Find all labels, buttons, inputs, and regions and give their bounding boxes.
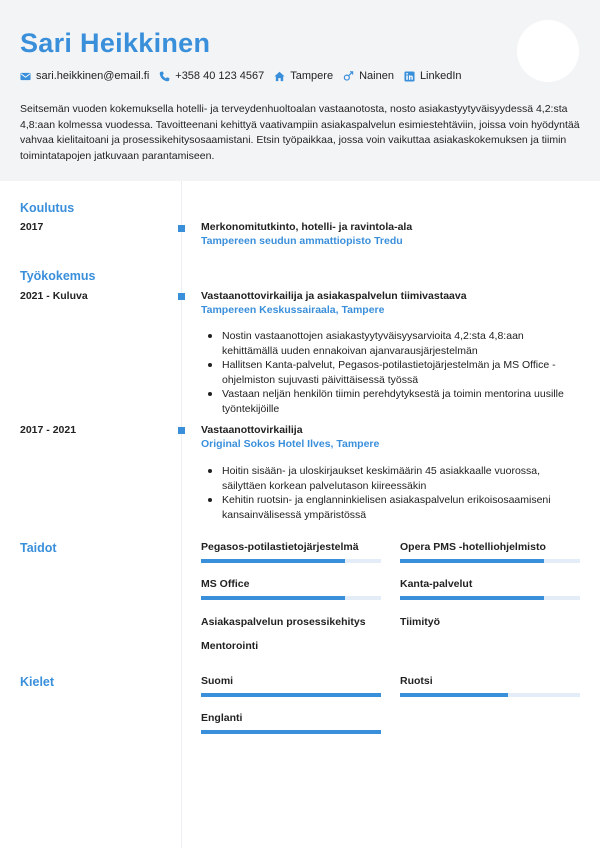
list-item: Vastaan neljän henkilön tiimin perehdytyksestä ja toimin mentorina uusille työntekijöille: [201, 387, 581, 416]
list-item: Hoitin sisään- ja uloskirjaukset keskimäärin 45 asiakkaalle vuorossa, säilyttäen korkean palvelutason kiireessäkin: [201, 464, 581, 493]
home-icon: [274, 71, 285, 82]
contact-location: [274, 70, 333, 82]
skill-item: [400, 578, 580, 600]
job-employer: Original Sokos Hotel Ilves, Tampere: [201, 438, 380, 450]
linkedin-icon: [404, 71, 415, 82]
timeline-marker: [178, 293, 185, 300]
job-title: Vastaanottovirkailija: [201, 424, 303, 436]
list-item: Hallitsen Kanta-palvelut, Pegasos-potilastietojärjestelmän ja MS Office -ohjelmiston sujuvasti päivittäisessä työssä: [201, 358, 581, 387]
skill-bar-fill: [201, 559, 345, 563]
skill-label: Asiakaspalvelun prosessikehitys: [201, 616, 366, 628]
education-heading: Koulutus: [20, 201, 75, 215]
language-item: [201, 675, 381, 697]
language-label: Suomi: [201, 675, 234, 687]
gender-icon: [343, 71, 354, 82]
job-bullets: [201, 464, 581, 522]
profile-summary: Seitsemän vuoden kokemuksella hotelli- ja terveydenhuoltoalan vastaanotosta, nosto asiakastyytyväisyydessä 4,2:sta 4,8:aan kolmessa vuodessa. Tavoitteenani kehittyä vaativampiin asiakaspalvelun esimiestehtäviin, joissa voin hyödyntää vahvaa kielitaitoani ja prosessikehitysosaamistani. Etsin työpaikkaa, jossa voin vaikuttaa asiakaskokemuksen ja tiimin toimintatapojen jatkuvaan parantamiseen.: [20, 103, 580, 162]
mail-icon: [20, 71, 31, 82]
column-divider: [181, 181, 182, 848]
contact-row: [20, 68, 472, 84]
skill-bar-fill: [400, 559, 544, 563]
list-item: Kehitin ruotsin- ja englanninkielisen asiakaspalvelun erikoisosaamiseni kansainvälisessä ympäristössä: [201, 493, 581, 522]
job-date: 2021 - Kuluva: [20, 290, 88, 302]
language-bar-fill: [201, 693, 381, 697]
languages-heading: Kielet: [20, 675, 55, 689]
skill-bar: [201, 559, 381, 563]
header-band: [0, 0, 600, 181]
contact-email[interactable]: [20, 70, 149, 82]
skills-heading: Taidot: [20, 541, 57, 555]
skill-label: Opera PMS -hotelliohjelmisto: [400, 541, 546, 553]
language-bar: [400, 693, 580, 697]
job-bullets: [201, 329, 581, 416]
education-school: Tampereen seudun ammattiopisto Tredu: [201, 235, 403, 247]
skill-label: MS Office: [201, 578, 250, 590]
skill-label: Mentorointi: [201, 640, 259, 652]
phone-icon: [159, 71, 170, 82]
education-date: 2017: [20, 221, 44, 233]
job-employer: Tampereen Keskussairaala, Tampere: [201, 304, 385, 316]
contact-phone[interactable]: [159, 70, 264, 82]
skill-item: [400, 541, 580, 563]
experience-heading: Työkokemus: [20, 269, 96, 283]
timeline-marker: [178, 225, 185, 232]
gender-text: Nainen: [359, 70, 394, 82]
education-degree: Merkonomitutkinto, hotelli- ja ravintola-ala: [201, 221, 413, 233]
skill-item: [201, 578, 381, 600]
language-item: [201, 712, 381, 734]
language-bar: [201, 730, 381, 734]
language-item: [400, 675, 580, 697]
email-text: sari.heikkinen@email.fi: [36, 70, 150, 82]
skill-bar: [400, 596, 580, 600]
linkedin-text: LinkedIn: [419, 70, 462, 82]
language-bar-fill: [400, 693, 508, 697]
skill-bar-fill: [201, 596, 345, 600]
profile-photo: [517, 20, 579, 82]
skill-item: [201, 640, 381, 652]
skill-item: [201, 616, 381, 628]
skill-bar: [201, 596, 381, 600]
timeline-marker: [178, 427, 185, 434]
list-item: Nostin vastaanottojen asiakastyytyväisyysarvioita 4,2:sta 4,8:aan kehittämällä uuden ennakoivan ajanvarausjärjestelmän: [201, 329, 581, 358]
job-title: Vastaanottovirkailija ja asiakaspalvelun tiimivastaava: [201, 290, 467, 302]
language-bar: [201, 693, 381, 697]
skill-label: Tiimityö: [400, 616, 441, 628]
skill-label: Kanta-palvelut: [400, 578, 473, 590]
language-label: Englanti: [201, 712, 243, 724]
language-bar-fill: [201, 730, 381, 734]
skill-item: [400, 616, 580, 628]
language-label: Ruotsi: [400, 675, 433, 687]
phone-text: +358 40 123 4567: [175, 70, 265, 82]
job-date: 2017 - 2021: [20, 424, 77, 436]
skill-bar: [400, 559, 580, 563]
skill-bar-fill: [400, 596, 544, 600]
contact-linkedin[interactable]: [404, 70, 462, 82]
skill-label: Pegasos-potilastietojärjestelmä: [201, 541, 359, 553]
location-text: Tampere: [290, 70, 334, 82]
contact-gender: [343, 70, 394, 82]
candidate-name: Sari Heikkinen: [20, 28, 211, 58]
skill-item: [201, 541, 381, 563]
